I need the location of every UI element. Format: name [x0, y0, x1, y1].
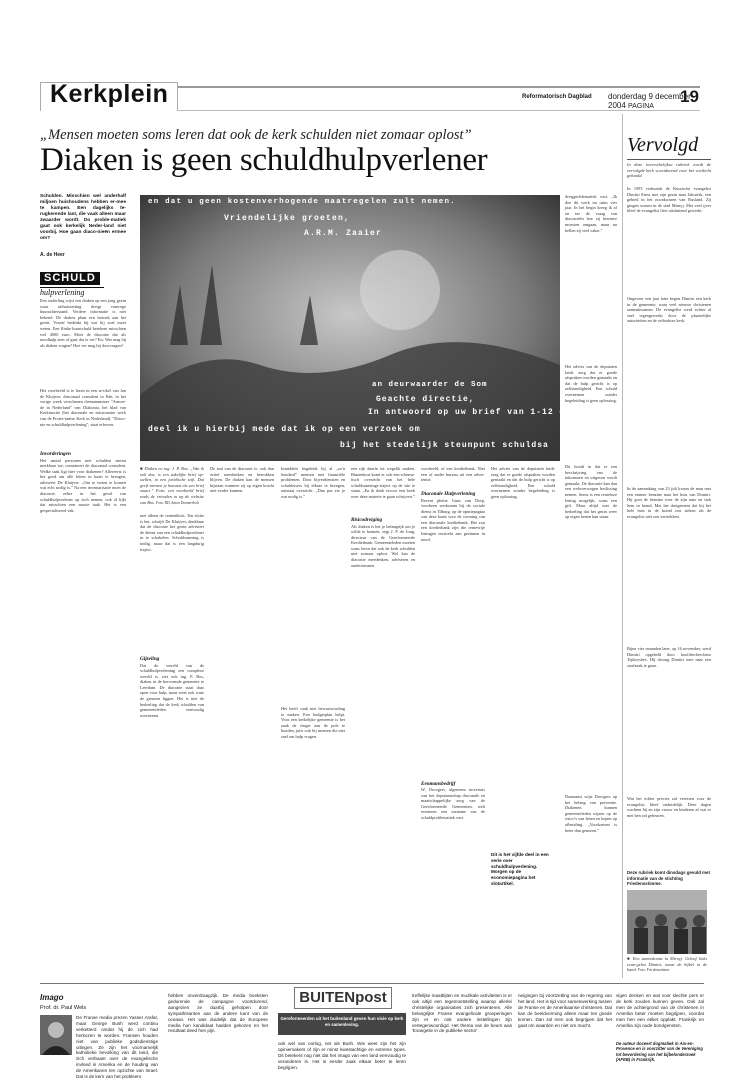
paragraph: W. Droogers, algemeen secretaris van het deputaatschap diaconale en maatschappelijke zorg van de Gereformeerde Gemeenten, stelt eveneens een toename van de schuldproblematiek vast.: [421, 787, 485, 820]
series-note: Dit is het vijfde deel in een serie over schuldhulpverlening. Morgen op de economiepagina het slotartikel.: [491, 852, 549, 886]
paragraph: Daarnaast wijst Droogers op het belang van preventie. Diakenen kunnen gemeenteleden wijzen op de risico's van lenen en kopen op afbetaling. „Voorkomen is beter dan genezen.”: [565, 794, 617, 833]
paragraph: Als diaken is het je belangrijk om je wilde te kennen, zegt J. F. de Jong, directeur van de Gereformeerde Kredietbank. Gemeenteleden moeten soms leren dat ook de kerk schulden niet zomaar oplost. Wel kan de diaconie meedenken, adviseren en ondersteunen.: [351, 523, 415, 568]
vervolgd-intro: In deze tweewekelijkse rubriek wordt de vervolgde kerk voortdurend voor het voetlicht gehaald.: [627, 162, 711, 179]
imago-column-6: [616, 993, 704, 1068]
buitenpost-logo: BUITENpost: [294, 987, 392, 1009]
paragraph: Het aantal personen met schulden neemt merkbaar toe, constateert de diaconaal consulent. Welke taak ligt hier voor diakenen? Allereerst is het goed om alle feiten in kaart te brengen, adviseert De Kluijver. „Om te weten te komen wat echt nodig is.” Na een inventarisatie moet de diaconie, zeker in het geval van schuldhulpverlener op zich nemen, ook al lijkt dat misschien een mooie taak. Het is een gespecialiseerd vak.: [40, 457, 126, 513]
paragraph: Dit houdt in dat er een beschrijving van de inkomsten en uitgaven wordt gemaakt. De diaconie kan dan een weloverwogen beslissing nemen. Soms is een renteloze lening mogelijk, soms een gift. Maar altijd met de bedoeling dat het gezin weer op eigen benen kan staan.: [565, 464, 617, 520]
section-badge: [40, 268, 104, 297]
photo-text-top-2: Vriendelijke groeten,: [224, 214, 351, 223]
paragraph: vigen denken en wat voor slechte pers er de kerk zouden kunnen geven. Ook zal men de achtergrond van de christenen in Amerika beter moeten begrijpen, voordat men hen een etiket opplakt. Frankrijk en Amerika zijn oude bondgenoten.: [616, 993, 704, 1028]
photo-text-mid-5: bij het stedelijk steunpunt schuldsa: [340, 441, 549, 450]
article-column-3: [281, 466, 345, 974]
newspaper-name: Reformatorisch Dagblad: [522, 94, 592, 100]
photo-text-mid-3: In antwoord op uw brief van 1-12 dossier: [368, 408, 601, 417]
article-column-6: [565, 194, 617, 974]
paragraph: In 1995 verhuisde de Russische evangelist Dimitri Ernst met zijn gezin naar Jakoetsk, een gebied in het noordoosten van Rusland. Zij gingen wonen in de stad Mirnyj. Met veel ijver bleef de evangelist fiier uitsluitend gewerkt.: [627, 186, 711, 214]
article-kicker: „Mensen moeten soms leren dat ook de kerk schulden niet zomaar oplost”: [40, 127, 472, 143]
page-number: 19: [680, 87, 699, 106]
article-column-5b: [491, 466, 555, 974]
paragraph: Een ouderling wijst een diaken op een jong gezin waar uithuiszetting dreigt vanwege huurachterstand. Verdere informatie is niet bekend. De diaken plant een bezoek aan het gezin. Vooraf bedenkt hij wat hij zoal moet weten. Een flinke huurschuld betekent misschien wel 4000 euro. Moet de diaconie dat als noodhulp zien of gaat dat te ver? En: Wat mag hij als diaken vragen? Hoe ver mag hij doorvragen?: [40, 298, 126, 348]
buitenpost-box: [278, 985, 408, 1037]
bullet-icon: ■: [627, 956, 631, 961]
paragraph: Het advies van de deputaten luidt: zorg dat er goede afspraken worden gemaakt en dat de hulp gericht is op zelfstandigheid. Een schuld overnemen zonder begeleiding is geen oplossing.: [565, 364, 617, 403]
congregation-photo: [627, 890, 707, 954]
subhead: Invorderingen: [40, 451, 71, 457]
subhead: Diaconale Hulpverlening: [421, 491, 476, 497]
imago-title: Imago: [40, 993, 64, 1002]
vervolgd-photo-caption: ■ Een samenkomst in Mirnyj. Geloof links evan-gelist Dimitri, naast de bijbel in de hand. Foto: Friedensstimme: [627, 956, 707, 973]
section-title: Kerkplein: [50, 80, 169, 108]
article-lead: Schulden. Misschien wel anderhalf miljoen huishoudens hebben er-mee te kampen. Een dagelijks te-rugkerende last, die vaak alleen maar zwaarder wordt. Do proble-matiek gaat ook kerkelijk Neder-land niet voorbij. Hoe gaan diaco-nieën ermee om?: [40, 194, 126, 241]
paragraph: In de aanmaking van 23 juli kwam de man met een emmer benzine naar het huis van Dimitri. Hij goot de benzine over de zijn auto en stak hem in brand. Met het dreigement dat hij het hele huis in de brand zou steken als de evangelist niet zou vertrekken.: [627, 486, 711, 519]
paragraph: voorbeeld, of een kredietbank. Niet een of ander bureau uit een adver-tentie.: [421, 466, 485, 483]
paragraph: Wat het echter precies zal vereisen voor de evangelist, bleef onduidelijk. Deze dagen wachten hij en zijn vrouw en kinderen af wat er met hen zal gebeuren.: [627, 796, 711, 818]
badge-title: SCHULD: [40, 272, 100, 285]
subhead: Gijzeling: [140, 656, 160, 662]
paragraph: Ongeveer een jaar later begon Dimitri een kerk in de gemeente, waar veel nieuwe christenen samenkwamen. De evangelist werd echter al snel tegengewerkt door de plaatselijke autoriteiten en de orthodoxe kerk.: [627, 296, 711, 324]
imago-column-4: treffelijke maatbijten en muzikale activiteiten is er ook altijd een tegemoetstelling waarop allerlei christelijke organisaties zich presenteren. Alle belangrijke Franse evangelicale groeperingen zijn er en ook andere instellingen zijn vertegenwoordigd. Het thema van de beurs was 'Evangelie in de publieke sector'.: [412, 993, 512, 1034]
paragraph: Recent pleitte Guus van Dorp, voorheen werkzaam bij de sociale dienst in Tilburg, op de opiniepagina van deze krant voor de vorming van een diaconale kredietbank. Het zou een kredietbank zijn die rentevrije leningen verstrekt aan gezinnen in nood.: [421, 497, 485, 542]
vervolgd-title: Vervolgd: [627, 134, 699, 156]
article-column-2b: [210, 466, 274, 974]
imago-column-5: neigingen bij voortzetting van de regering van het land. Het is tijd voor samenwerking tussen de Franse en de Amerikaanse christenen. Dat kan de beeldvorming alleen maar ten goede komen. Dan zal men ook begrijpen dat het gaat om waarden en niet om macht.: [518, 993, 612, 1028]
subhead: Risicodreiging: [351, 517, 383, 523]
article-column-4: [351, 466, 415, 974]
paragraph: niet alleen de centenkluis. Ten slotte is het, schrijft De Kluijver, denkbaar dat de diaconie het gezin adviseert de dienst van een schuldhulpverlener in te schakelen. Schuldsanering is nodig, maar dat is een langdurig traject.: [140, 513, 204, 552]
imago-section: [40, 989, 704, 1080]
imago-footnote: De auteur doceert dogmatiek in Aix-en-Provence en is voorzitter van de Vereniging tot bevordering van het bijbelonderzoek (AFEB) in Frankrijk.: [616, 1041, 703, 1063]
article-column-1: [40, 194, 126, 974]
photo-credit: Foto: RD, Anton Dommerholt: [155, 500, 199, 505]
imago-author: Prof. dr. Paul Wels: [40, 1005, 87, 1011]
paragraph: Het voorbeeld is te lezen in een ar-tikel van Jan de Kluijver, diaconaal consulent in Ede, in het vorige week verschenen themanummer "Armoe-de in Nederland" van Diakonia, het blad van Kerkinactie (het diaconale en missionaire werk van de Protes-tantse Kerk in Nederland). "Diaco-nie en schuldhulpverlening", staat erboven.: [40, 388, 126, 427]
author-portrait: [40, 1015, 72, 1055]
publication-date: donderdag 9 december 2004 PAGINA: [608, 92, 691, 110]
photo-caption: ■ Diaken en ing. J. P. Bos: „Wat ik ook doe, is een zakelijke brief op-stellen, in een juridische stijl. Dat geeft mensen je houvast als een brief stuurt.” Foto: een voorbeeld brief zoals de vrienden in op de website van Bos. Foto: RD, Anton Dommerholt: [140, 466, 204, 505]
photo-text-mid-2: Geachte directie,: [376, 395, 475, 404]
vervolgd-sidebar: [622, 114, 711, 978]
author-photo: [40, 1015, 72, 1055]
paragraph: Het advies van de deputaten luidt: zorg dat er goede afspraken worden gemaakt en dat de hulp gericht is op zelfstandigheid. Een schuld overnemen zonder begeleiding is geen oplossing.: [491, 466, 555, 499]
vervolgd-photo-credit: Foto: Friedensstimme: [637, 968, 670, 973]
photo-text-mid-1: an deurwaarder de Som: [372, 381, 488, 389]
masthead: [40, 80, 700, 111]
imago-column-1: De Franse media prezen Yasser Arafat, maar George Bush werd continu verketterd omdat hij de zich had herkozen te worden. Fransen houden niet van publieke godsdienstige uitingen. Ze zijn het voornamelijk katholieke bevolking van dit land, die zich verbaast over de evangelische invloed in Amerika en de houding van de Amerikanen ten opzichte van Israel. Dat is de kern van het probleem.: [76, 1015, 158, 1080]
imago-column-2: hebben onverdraagzijk. De media boeksten gedurende de campagne voortdurend, aangezien ze duarbij geholpen door sympathisanten aan de andere kant van de oceaan. Het was duidelijk dat de Europese media hun kandidaat hadden gekozen en het resultaat deed hen pijn.: [168, 993, 268, 1034]
paragraph: dreigproblematiek vast. „Ik doe dit werk nu ruim vier jaar. In het begin kreeg ik af en toe de vraag van diaconieën hoe zij hiermee moesten omgaan, maar nu bellen zij veel vaker.”: [565, 194, 617, 233]
paragraph: een rijk daarin tot wegelik maken. Binnenkort komt er ook een schema-tisch overzicht van het hele schuldsanerings-traject op de site te staan. „En ik denk ervoor een boek over deze materie te gaan schrijven.”: [351, 466, 415, 499]
bullet-icon: ■: [140, 466, 144, 471]
article-headline: Diaken is geen schuldhulpverlener: [40, 142, 488, 178]
paragraph: Dat de wereld van de schuldhulpverlening een complexe wereld is, ziet ook ing. P. Bos, diaken in de hervormde gemeente te Leerdam. De diaconie staat daar open voor hulp, maar weet ook waar de grenzen liggen. Het is niet de bedoeling dat de kerk schulden van gemeenteleden eenvoudig overneemt.: [140, 662, 204, 718]
vervolgd-photo: [627, 890, 707, 954]
section-divider: [40, 983, 704, 984]
article-column-5: [421, 466, 485, 974]
badge-subtitle: hulpverlening: [40, 287, 104, 297]
paragraph: De taal van de diaconie is: ook dan actief meedenken en betrokken blijven. De diaken kan de mensen bijstaan wanneer zij op eigen kracht niet verder kunnen.: [210, 466, 274, 494]
photo-text-mid-4: deel ik u hierbij mede dat ik op een verzoek om: [148, 425, 421, 434]
paragraph: Inmiddels begeleidt hij al „zo'n honderd” mensen met financiële problemen. Door bijverdiensten en schuldeisers bij elkaar te brengen, ontstaat overzicht. „Dan pas zie je wat nodig is.”: [281, 466, 345, 499]
paragraph: Het heeft vaak met bewustwording te maken. Een budgetplan helpt. Voor een kerkelijke gemeente is het zaak de vinger aan de pols te houden, juist ook bij mensen die niet snel om hulp vragen.: [281, 706, 345, 739]
photo-text-top-3: A.R.M. Zaaier: [304, 229, 383, 238]
vervolgd-rule: [627, 159, 711, 160]
article-author: A. de Heer: [40, 252, 65, 258]
subhead: Eenmansbedrijf: [421, 780, 456, 787]
buitenpost-tagline: Gereformeerden uit het buitenland geven hun visie op kerk en samenleving.: [278, 1013, 406, 1035]
imago-column-3: ook wel van oorlog, net als Bush. Wie weet zijn het zijn opiniemakers of zijn er minst kwestachtige en extreme types. Dit betekent nog niet dat het imago van een land eenvoudig te veranderen is. Het is eerder zaak elkaar beter te leren begrijpen.: [278, 1041, 406, 1070]
photo-text-top-1: en dat u geen kostenverhogende maatregelen zult nemen.: [148, 198, 456, 206]
paragraph: Bijna vier maanden later, op 16 november, werd Dimitri opgebeld door hoofdrechercheur Tsjikryshev. Hij dwong Dimitri mee naar een strafzaak te gaan.: [627, 646, 711, 668]
article-column-2: [140, 466, 204, 974]
vervolgd-note: Deze rubriek komt dinsdags gevuld met informatie van de stichting Friedensstimme.: [627, 870, 710, 887]
